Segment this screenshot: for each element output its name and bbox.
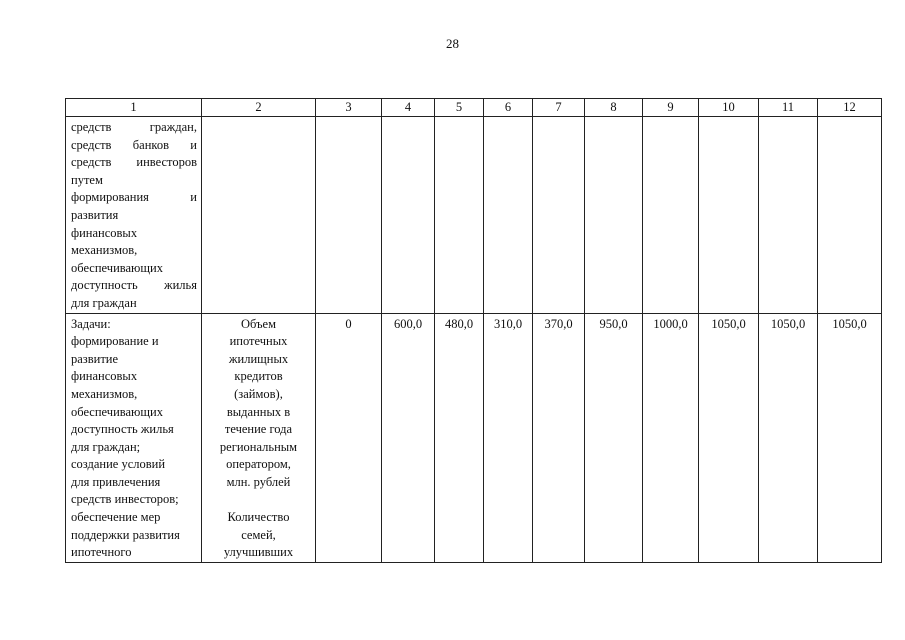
value-cell: 0 (316, 313, 382, 562)
value-cell: 1000,0 (643, 313, 699, 562)
spacer (202, 491, 315, 509)
text-line: средств инвесторов; (71, 492, 179, 507)
column-header: 8 (585, 99, 643, 117)
empty-cell (643, 117, 699, 314)
text-line: ипотечных (229, 334, 288, 349)
value-cell: 950,0 (585, 313, 643, 562)
data-table (65, 98, 882, 563)
text-line: для граждан; (71, 439, 141, 454)
text-line: поддержки развития (71, 527, 180, 542)
value-cell: 370,0 (533, 313, 585, 562)
text-line: механизмов, (71, 386, 138, 401)
column-header: 4 (382, 99, 435, 117)
text-line: для привлечения (71, 474, 161, 489)
column-header: 10 (699, 99, 759, 117)
row-a-goal-cell (66, 117, 202, 314)
text-line: развитие (71, 351, 119, 366)
text-line: обеспечивающих (71, 260, 163, 275)
empty-cell (759, 117, 818, 314)
text-line: млн. рублей (226, 474, 291, 489)
row-b-tasks-cell (66, 313, 202, 562)
table-row (66, 117, 882, 314)
text-line: течение года (224, 422, 293, 437)
text-line: (займов), (234, 386, 283, 401)
value-cell: 1050,0 (818, 313, 882, 562)
text-line: семей, (241, 527, 276, 542)
text-line: обеспечение мер (71, 510, 161, 525)
text-line: финансовых (71, 369, 138, 384)
empty-cell (585, 117, 643, 314)
text-line: финансовых (71, 225, 138, 240)
text-line: формирование и (71, 334, 159, 349)
column-header: 9 (643, 99, 699, 117)
empty-cell (382, 117, 435, 314)
value-cell: 310,0 (484, 313, 533, 562)
text-line: кредитов (234, 369, 283, 384)
text-line: региональным (219, 439, 298, 454)
value-cell: 480,0 (435, 313, 484, 562)
empty-cell (202, 117, 316, 314)
text-line: развития (71, 207, 119, 222)
text-line: жилищных (228, 351, 289, 366)
column-header: 11 (759, 99, 818, 117)
row-b-indicator-cell (202, 313, 316, 562)
text-line: механизмов, (71, 243, 138, 258)
text-line: средств граждан, (71, 120, 197, 134)
text-line: путем (71, 172, 103, 187)
text-line: Количество (227, 510, 290, 525)
text-line: средств инвесторов (71, 155, 197, 170)
column-header: 12 (818, 99, 882, 117)
column-header: 7 (533, 99, 585, 117)
text-line: формирования и (71, 190, 197, 205)
column-header: 2 (202, 99, 316, 117)
text-line: выданных в (226, 404, 291, 419)
value-cell: 1050,0 (699, 313, 759, 562)
column-header: 6 (484, 99, 533, 117)
empty-cell (484, 117, 533, 314)
header-row (66, 99, 882, 117)
text-line: оператором, (226, 457, 291, 472)
table-row (66, 313, 882, 562)
text-line: создание условий (71, 457, 166, 472)
value-cell: 1050,0 (759, 313, 818, 562)
text-line: улучшивших (223, 545, 294, 560)
empty-cell (533, 117, 585, 314)
page-number: 28 (446, 36, 459, 51)
text-line: Объем (241, 316, 276, 331)
text-line: ипотечного (71, 545, 132, 560)
text-line: обеспечивающих (71, 404, 163, 419)
text-line: доступность жилья (71, 278, 197, 293)
empty-cell (818, 117, 882, 314)
empty-cell (435, 117, 484, 314)
empty-cell (316, 117, 382, 314)
empty-cell (699, 117, 759, 314)
column-header: 3 (316, 99, 382, 117)
text-line: средств банков и (71, 137, 197, 152)
column-header: 1 (66, 99, 202, 117)
column-header: 5 (435, 99, 484, 117)
value-cell: 600,0 (382, 313, 435, 562)
text-line: для граждан (71, 295, 137, 310)
text-line: доступность жилья (71, 422, 174, 437)
text-line: Задачи: (71, 316, 111, 331)
